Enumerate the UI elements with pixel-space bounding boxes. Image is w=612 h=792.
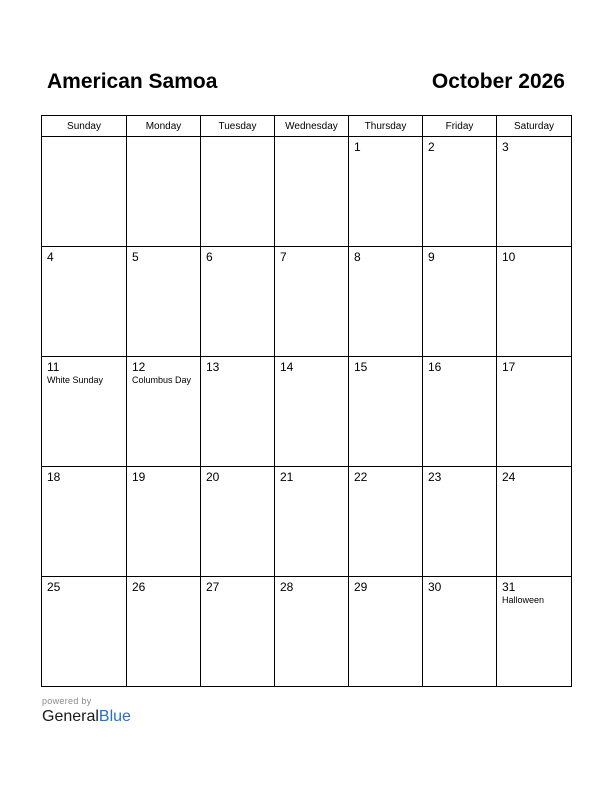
day-number bbox=[127, 137, 200, 140]
day-number: 8 bbox=[354, 250, 361, 264]
day-number: 17 bbox=[502, 360, 516, 374]
day-cell bbox=[42, 577, 127, 687]
day-cell bbox=[127, 577, 201, 687]
powered-by-label: powered by bbox=[42, 696, 92, 706]
week-row bbox=[42, 247, 572, 357]
week-row bbox=[42, 467, 572, 577]
brand-name-part1: General bbox=[42, 708, 99, 725]
day-number: 23 bbox=[428, 470, 442, 484]
month-title: October 2026 bbox=[431, 70, 565, 93]
day-cell bbox=[201, 247, 275, 357]
brand-logo[interactable] bbox=[42, 707, 131, 727]
day-cell bbox=[127, 357, 201, 467]
day-number: 22 bbox=[354, 470, 368, 484]
day-number: 6 bbox=[206, 250, 213, 264]
day-number: 26 bbox=[132, 580, 146, 594]
day-cell bbox=[423, 577, 497, 687]
day-cell bbox=[42, 137, 127, 247]
day-number: 28 bbox=[280, 580, 294, 594]
weekday-header-row bbox=[42, 116, 572, 137]
week-row bbox=[42, 577, 572, 687]
day-number: 10 bbox=[502, 250, 516, 264]
week-row bbox=[42, 137, 572, 247]
day-number: 25 bbox=[47, 580, 61, 594]
day-number: 11 bbox=[47, 360, 60, 374]
calendar-grid bbox=[41, 115, 572, 687]
day-cell bbox=[497, 577, 572, 687]
day-cell bbox=[275, 467, 349, 577]
day-cell bbox=[275, 577, 349, 687]
day-cell bbox=[201, 137, 275, 247]
day-cell bbox=[497, 357, 572, 467]
holiday-label: Halloween bbox=[502, 595, 545, 605]
day-number: 27 bbox=[206, 580, 220, 594]
day-number: 14 bbox=[280, 360, 294, 374]
day-cell bbox=[127, 467, 201, 577]
day-number bbox=[275, 137, 348, 140]
day-cell bbox=[423, 467, 497, 577]
day-cell bbox=[42, 357, 127, 467]
weekday-header: Wednesday bbox=[275, 116, 349, 137]
day-number: 19 bbox=[132, 470, 146, 484]
day-number: 20 bbox=[206, 470, 220, 484]
day-cell bbox=[349, 577, 423, 687]
day-cell bbox=[349, 357, 423, 467]
day-cell bbox=[275, 247, 349, 357]
day-cell bbox=[423, 247, 497, 357]
day-number: 3 bbox=[502, 140, 509, 154]
weekday-header: Friday bbox=[423, 116, 497, 137]
day-number: 30 bbox=[428, 580, 442, 594]
day-cell bbox=[127, 137, 201, 247]
day-cell bbox=[497, 467, 572, 577]
day-number: 9 bbox=[428, 250, 435, 264]
holiday-label: Columbus Day bbox=[132, 375, 192, 385]
day-number: 7 bbox=[280, 250, 287, 264]
day-number: 16 bbox=[428, 360, 442, 374]
day-number: 12 bbox=[132, 360, 146, 374]
day-cell bbox=[423, 357, 497, 467]
region-title: American Samoa bbox=[47, 70, 218, 93]
holiday-label: White Sunday bbox=[47, 375, 104, 385]
day-number: 24 bbox=[502, 470, 516, 484]
footer-branding bbox=[42, 696, 131, 727]
weekday-header: Thursday bbox=[349, 116, 423, 137]
day-number: 31 bbox=[502, 580, 516, 594]
day-number bbox=[201, 137, 274, 140]
weekday-header: Monday bbox=[127, 116, 201, 137]
weekday-header: Tuesday bbox=[201, 116, 275, 137]
day-number: 18 bbox=[47, 470, 61, 484]
day-number: 15 bbox=[354, 360, 368, 374]
day-cell bbox=[497, 247, 572, 357]
day-cell bbox=[423, 137, 497, 247]
day-cell bbox=[275, 137, 349, 247]
week-row bbox=[42, 357, 572, 467]
day-number: 29 bbox=[354, 580, 368, 594]
calendar-header bbox=[41, 70, 571, 100]
weekday-header: Saturday bbox=[497, 116, 572, 137]
day-cell bbox=[42, 247, 127, 357]
day-number: 13 bbox=[206, 360, 220, 374]
day-cell bbox=[275, 357, 349, 467]
day-cell bbox=[349, 137, 423, 247]
day-number: 2 bbox=[428, 140, 435, 154]
day-cell bbox=[349, 247, 423, 357]
day-cell bbox=[201, 467, 275, 577]
day-cell bbox=[127, 247, 201, 357]
day-cell bbox=[42, 467, 127, 577]
day-cell bbox=[201, 577, 275, 687]
day-number: 5 bbox=[132, 250, 139, 264]
day-number: 4 bbox=[47, 250, 54, 264]
weekday-header: Sunday bbox=[42, 116, 127, 137]
day-cell bbox=[201, 357, 275, 467]
day-cell bbox=[349, 467, 423, 577]
day-number: 1 bbox=[354, 140, 361, 154]
day-number bbox=[42, 137, 126, 140]
day-number: 21 bbox=[280, 470, 294, 484]
brand-name-part2: Blue bbox=[98, 708, 131, 725]
day-cell bbox=[497, 137, 572, 247]
